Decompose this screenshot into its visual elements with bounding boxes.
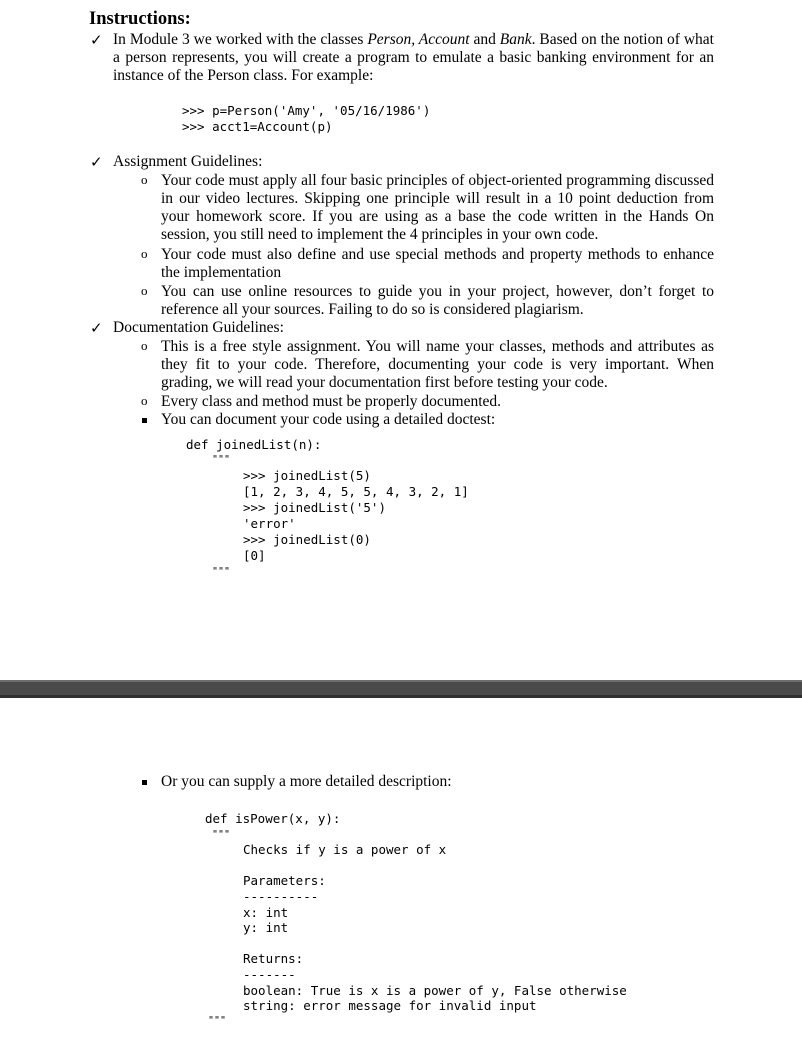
detailed-description-intro: Or you can supply a more detailed description: [161,773,452,790]
circle-bullet-icon: o [141,393,148,408]
assignment-item-3: You can use online resources to guide you in your project, however, don’t forget to reference all your sources. Failing to do so is considered plagiarism. [161,283,714,318]
doctest-intro: You can document your code using a detailed doctest: [161,411,496,428]
docstring-close-quote: """ [208,1015,227,1026]
returns-line-2: string: error message for invalid input [243,998,537,1013]
assignment-item-1: Your code must apply all four basic principles of object-oriented programming discussed in our video lectures. Skipping one principle will result in a 10 point deduction from your homework score. If you are using as a base the code written in the Hands On session, you still need to implement the 4 principles in your own code. [161,172,714,243]
circle-bullet-icon: o [141,172,148,187]
doctest-line-4: 'error' [243,516,296,531]
ispower-description: Checks if y is a power of x [243,842,447,857]
circle-bullet-icon: o [141,338,148,353]
check-mark-icon: ✓ [90,155,103,171]
example-code-line-2: >>> acct1=Account(p) [182,119,333,134]
square-bullet-icon [142,780,147,785]
param-x: x: int [243,905,289,920]
square-bullet-icon [142,418,147,423]
example-code-line-1: >>> p=Person('Amy', '05/16/1986') [182,103,431,118]
doctest-line-3: >>> joinedList('5') [243,500,386,515]
circle-bullet-icon: o [141,283,148,298]
assignment-item-2: Your code must also define and use special methods and property methods to enhance the implementation [161,246,714,281]
returns-title: Returns: [243,951,304,966]
param-y: y: int [243,920,289,935]
doctest-line-6: [0] [243,548,266,563]
check-mark-icon: ✓ [90,321,103,337]
docstring-open-quote: """ [212,454,231,465]
circle-bullet-icon: o [141,246,148,261]
docstring-close-quote: """ [212,566,231,577]
instructions-heading: Instructions: [89,9,191,29]
documentation-guidelines-title: Documentation Guidelines: [113,319,284,336]
returns-line-1: boolean: True is x is a power of y, False otherwise [243,983,627,998]
page-separator [0,680,802,698]
doctest-line-5: >>> joinedList(0) [243,532,371,547]
doctest-def-line: def joinedList(n): [186,437,322,452]
doctest-line-2: [1, 2, 3, 4, 5, 5, 4, 3, 2, 1] [243,484,469,499]
ispower-def-line: def isPower(x, y): [205,811,341,826]
documentation-item-1: This is a free style assignment. You will name your classes, methods and attributes as they fit to your code. Therefore, documenting your code is very important. When grading, we will read your documentation first before testing your code. [161,338,714,391]
params-title: Parameters: [243,873,326,888]
doctest-line-1: >>> joinedList(5) [243,468,371,483]
documentation-item-2: Every class and method must be properly documented. [161,393,502,410]
returns-rule: ------- [243,967,296,982]
params-rule: ---------- [243,889,319,904]
docstring-open-quote: """ [212,829,231,840]
check-mark-icon: ✓ [90,33,103,49]
assignment-guidelines-title: Assignment Guidelines: [113,153,263,170]
intro-paragraph: In Module 3 we worked with the classes Person, Account and Bank. Based on the notion of what a person represents, you will create a program to emulate a basic banking environment for an instance of the Person class. For example: [113,31,714,84]
